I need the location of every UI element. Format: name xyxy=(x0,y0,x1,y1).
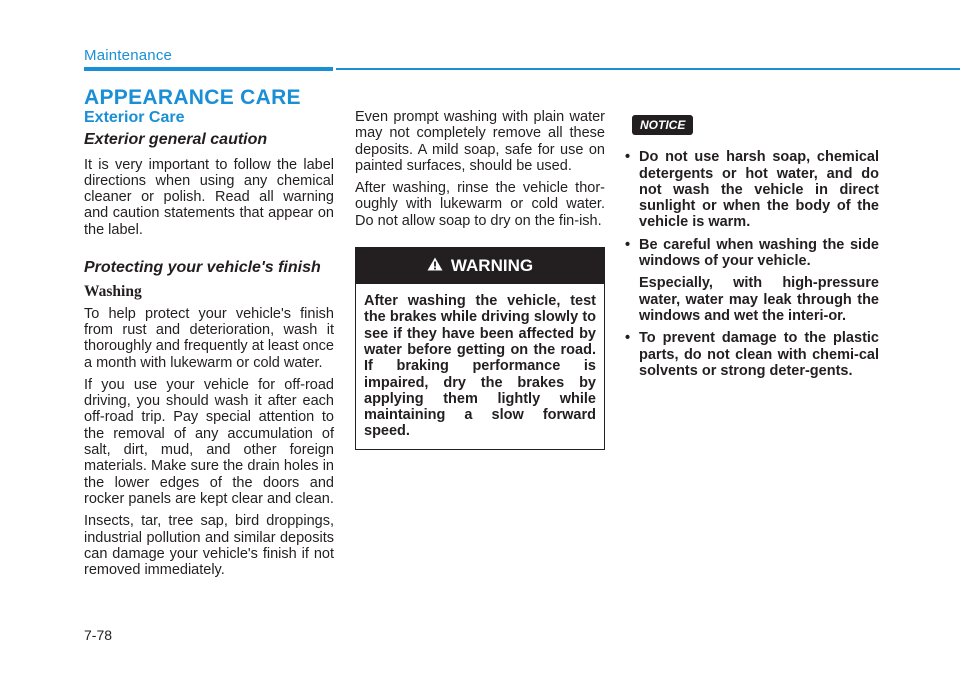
exterior-care-heading: Exterior Care xyxy=(84,109,185,126)
warning-title: WARNING xyxy=(450,255,534,275)
washing-heading: Washing xyxy=(84,283,142,301)
notice-item-side-windows-cont: Especially, with high-pressure water, water may leak through the windows and wet the interi-or. xyxy=(639,275,879,324)
notice-item-harsh-soap: • Do not use harsh soap, chemical detergents or hot water, and do not wash the vehicle in direct sunlight or when the body of the vehicle is warm. xyxy=(617,149,879,230)
column-middle xyxy=(355,109,605,450)
washing-paragraph-1: To help protect your vehicle's finish from rust and deterioration, wash it thoroughly and frequently at least once a month with lukewarm or cold water. xyxy=(84,305,334,371)
protect-finish-heading: Protecting your vehicle's finish xyxy=(84,259,321,277)
section-label: Maintenance xyxy=(84,47,173,64)
warning-box xyxy=(355,247,605,450)
notice-item-plastic-parts: • To prevent damage to the plastic parts, do not clean with chemi-cal solvents or strong deter-gents. xyxy=(617,330,879,379)
page-number: 7-78 xyxy=(84,627,113,643)
washing-paragraph-2: If you use your vehicle for off-road driving, you should wash it after each off-road trip. Pay special attention to the removal of any accumulation of salt, dirt, mud, and other foreign materials. Make sure the drain holes in the lower edges of the doors and rocker panels are kept clear and clean. xyxy=(84,376,334,507)
warning-header xyxy=(356,248,604,284)
notice-badge: NOTICE xyxy=(632,115,693,135)
warning-body: After washing the vehicle, test the brakes while driving slowly to see if they have been affected by water before getting on the road. If braking performance is impaired, dry the brakes by applying them lightly while maintaining a slow forward speed. xyxy=(364,293,596,440)
column-left xyxy=(84,110,334,584)
column-right xyxy=(617,115,879,385)
mild-soap-paragraph: Even prompt washing with plain water may not completely remove all these deposits. A mild soap, safe for use on painted surfaces, should be used. xyxy=(355,109,605,174)
page-title: APPEARANCE CARE xyxy=(84,86,301,109)
notice-item-side-windows: • Be careful when washing the side windows of your vehicle. Especially, with high-pressure water, water may leak through the windows and wet the interi-or. xyxy=(617,237,879,324)
caution-heading: Exterior general caution xyxy=(84,131,268,149)
notice-list xyxy=(617,149,879,379)
header-rule-thin xyxy=(336,68,960,70)
rinse-paragraph: After washing, rinse the vehicle thor-oughly with lukewarm or cold water. Do not allow soap to dry on the fin-ish. xyxy=(355,180,605,229)
washing-paragraph-3: Insects, tar, tree sap, bird droppings, industrial pollution and similar deposits can damage your vehicle's finish if not removed immediately. xyxy=(84,513,334,579)
warning-triangle-icon xyxy=(427,257,443,274)
header-rule-thick xyxy=(84,67,333,71)
caution-paragraph: It is very important to follow the label directions when using any chemical cleaner or polish. Read all warning and caution statements that appear on the label. xyxy=(84,156,334,238)
